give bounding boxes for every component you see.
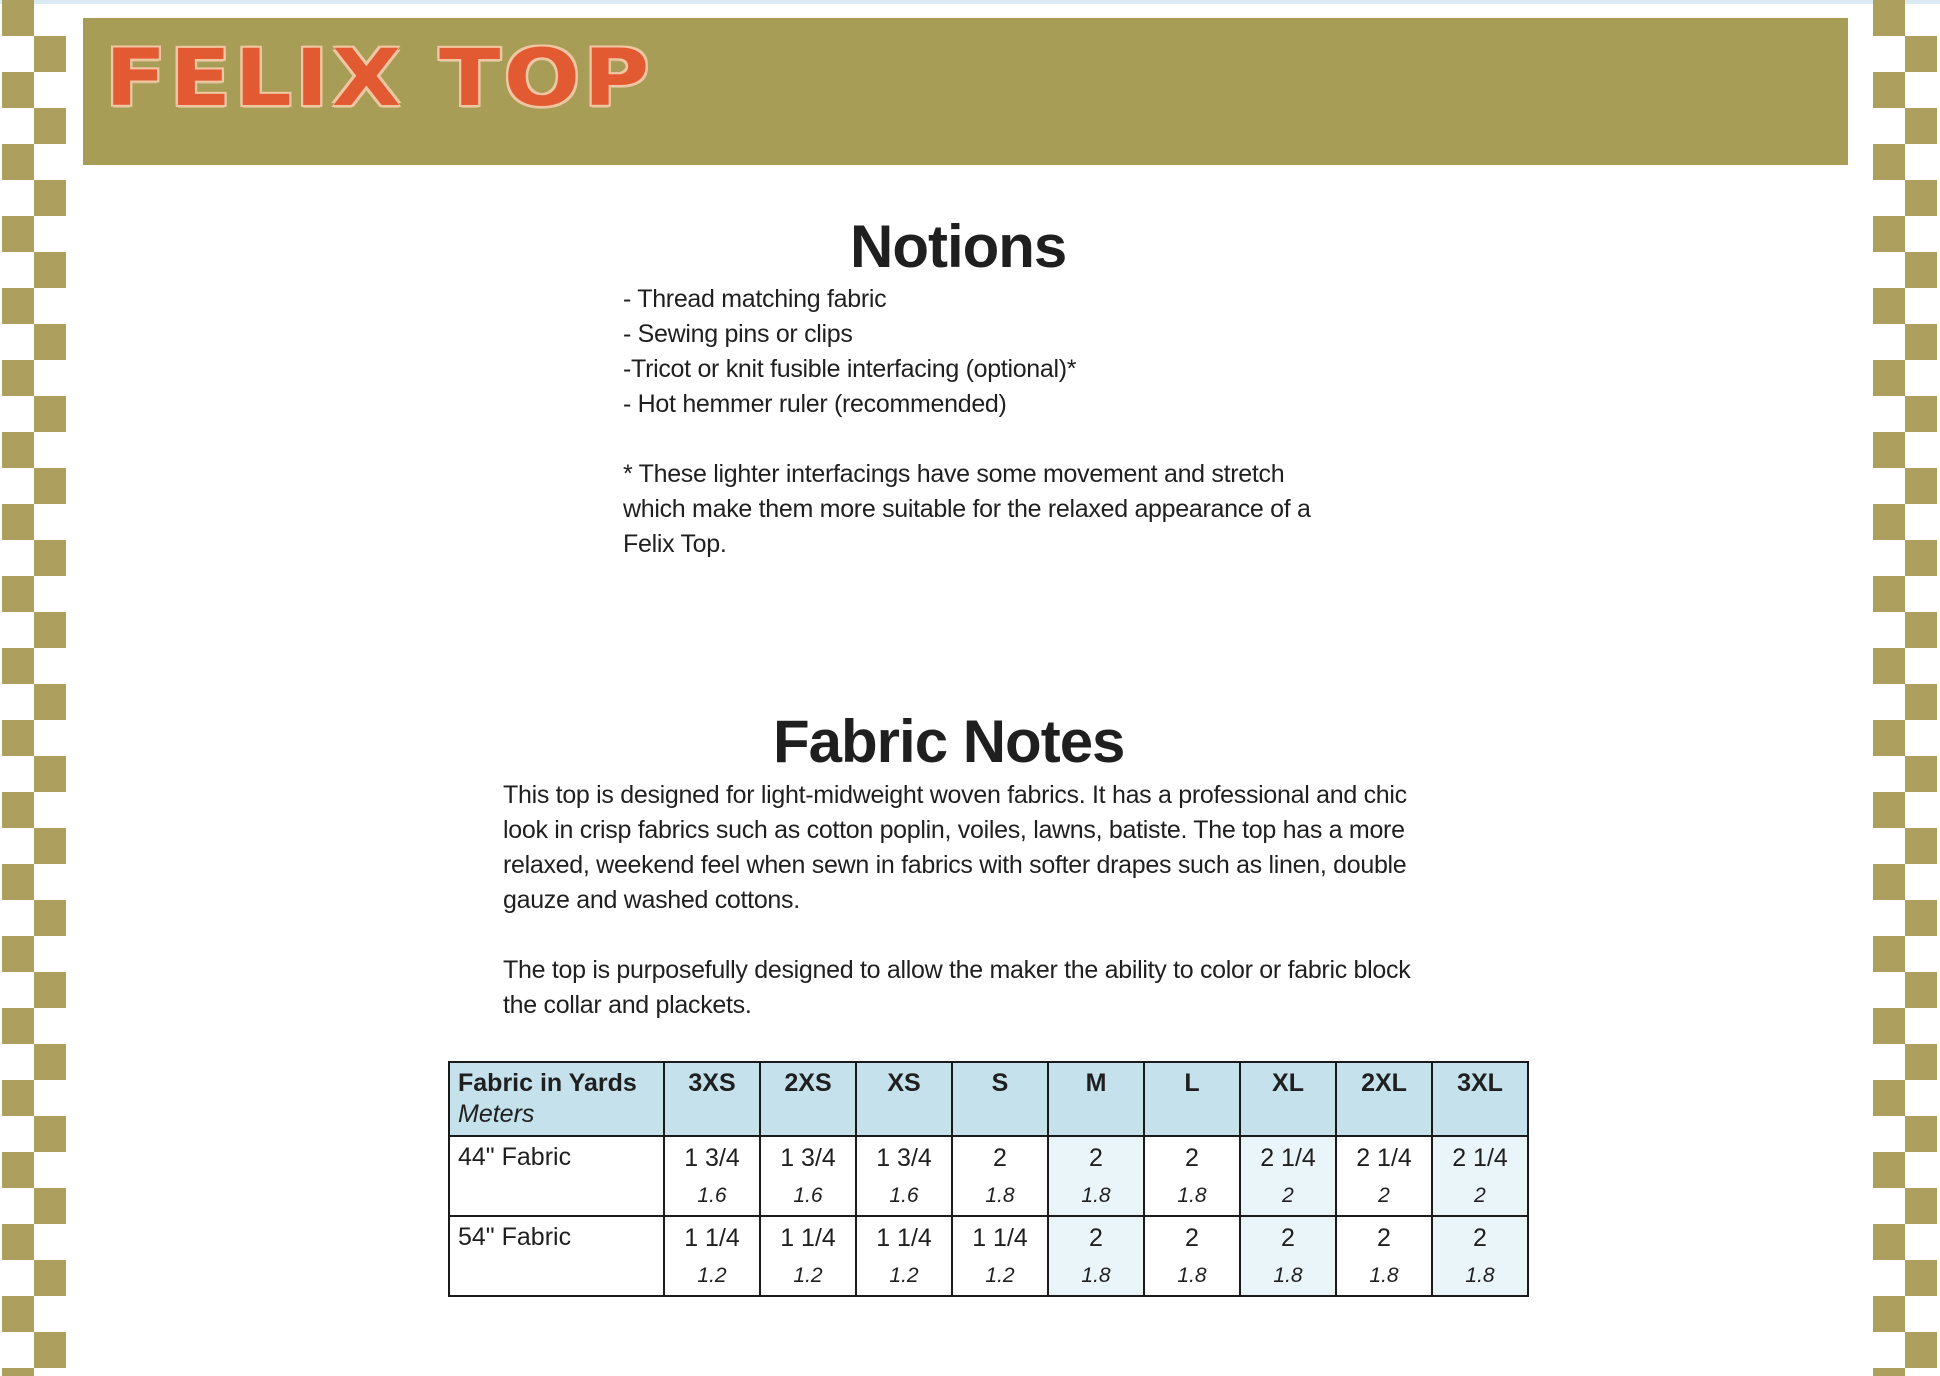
table-cell <box>1336 1136 1432 1216</box>
yards-value: 2 1/4 <box>1260 1144 1316 1172</box>
meters-value: 1.6 <box>793 1184 823 1207</box>
checker-border-left <box>2 0 66 1376</box>
fabric-requirements-table <box>448 1061 1529 1297</box>
size-header: S <box>952 1062 1048 1136</box>
notions-list <box>623 282 1076 422</box>
table-cell <box>1432 1216 1528 1296</box>
table-row <box>449 1216 1528 1296</box>
size-header: M <box>1048 1062 1144 1136</box>
yards-value: 2 1/4 <box>1356 1144 1412 1172</box>
size-header: 3XL <box>1432 1062 1528 1136</box>
yards-value: 2 <box>1185 1144 1199 1172</box>
yards-value: 1 1/4 <box>780 1224 836 1252</box>
meters-value: 1.2 <box>697 1264 727 1287</box>
meters-label: Meters <box>458 1100 535 1128</box>
yards-value: 2 <box>1185 1224 1199 1252</box>
yards-value: 2 <box>1089 1224 1103 1252</box>
table-cell <box>1144 1216 1240 1296</box>
yards-value: 1 3/4 <box>876 1144 932 1172</box>
table-cell <box>952 1216 1048 1296</box>
table-cell <box>1240 1216 1336 1296</box>
table-cell <box>1432 1136 1528 1216</box>
checker-border-right <box>1873 0 1937 1376</box>
meters-value: 1.6 <box>697 1184 727 1207</box>
size-header: XS <box>856 1062 952 1136</box>
meters-value: 1.2 <box>793 1264 823 1287</box>
table-cell <box>1240 1136 1336 1216</box>
meters-value: 2 <box>1282 1184 1294 1207</box>
meters-value: 1.8 <box>1177 1184 1207 1207</box>
table-cell <box>760 1216 856 1296</box>
meters-value: 2 <box>1378 1184 1390 1207</box>
notions-item: -Tricot or knit fusible interfacing (optional)* <box>623 355 1077 383</box>
table-cell <box>856 1216 952 1296</box>
fabric-notes-paragraph: This top is designed for light-midweight woven fabrics. It has a professional and chic look in crisp fabrics such as cotton poplin, voiles, lawns, batiste. The top has a more relaxed, weekend feel when sewn in fabrics with softer drapes such as linen, double gauze and washed cottons. <box>503 781 1407 914</box>
table-cell <box>1336 1216 1432 1296</box>
yards-value: 2 <box>1281 1224 1295 1252</box>
size-header: 2XS <box>760 1062 856 1136</box>
top-edge <box>0 0 1940 4</box>
fabric-notes-paragraph: The top is purposefully designed to allow the maker the ability to color or fabric block the collar and plackets. <box>503 956 1411 1019</box>
table-cell <box>760 1136 856 1216</box>
table-cell <box>856 1136 952 1216</box>
yards-value: 2 <box>1473 1224 1487 1252</box>
size-header: 3XS <box>664 1062 760 1136</box>
felix-top-logo: FELIX TOP <box>105 34 653 124</box>
yards-value: 2 <box>1089 1144 1103 1172</box>
meters-value: 1.8 <box>1081 1184 1111 1207</box>
meters-value: 1.8 <box>1369 1264 1399 1287</box>
fabric-notes-title: Fabric Notes <box>773 708 1125 775</box>
notions-item: - Hot hemmer ruler (recommended) <box>623 390 1007 418</box>
yards-value: 1 3/4 <box>684 1144 740 1172</box>
meters-value: 1.8 <box>1177 1264 1207 1287</box>
table-cell <box>664 1216 760 1296</box>
table-row <box>449 1136 1528 1216</box>
table-header-row <box>449 1062 1528 1136</box>
meters-value: 1.6 <box>889 1184 919 1207</box>
table-header-label <box>449 1062 664 1136</box>
meters-value: 2 <box>1474 1184 1486 1207</box>
size-header: 2XL <box>1336 1062 1432 1136</box>
notions-title: Notions <box>850 213 1067 280</box>
meters-value: 1.8 <box>985 1184 1015 1207</box>
yards-value: 1 1/4 <box>684 1224 740 1252</box>
yards-value: 1 1/4 <box>972 1224 1028 1252</box>
notions-item: - Thread matching fabric <box>623 285 887 313</box>
table-cell <box>1048 1136 1144 1216</box>
yards-value: 2 1/4 <box>1452 1144 1508 1172</box>
yards-value: 2 <box>1377 1224 1391 1252</box>
table-cell <box>952 1136 1048 1216</box>
meters-value: 1.8 <box>1273 1264 1303 1287</box>
size-header: XL <box>1240 1062 1336 1136</box>
table-cell <box>1144 1136 1240 1216</box>
meters-value: 1.8 <box>1465 1264 1495 1287</box>
meters-value: 1.2 <box>889 1264 919 1287</box>
table-cell <box>1048 1216 1144 1296</box>
row-label: 54" Fabric <box>449 1216 664 1296</box>
notions-item: - Sewing pins or clips <box>623 320 853 348</box>
header-banner <box>83 18 1848 165</box>
fabric-in-yards-label: Fabric in Yards <box>458 1069 637 1097</box>
size-header: L <box>1144 1062 1240 1136</box>
yards-value: 2 <box>993 1144 1007 1172</box>
yards-value: 1 3/4 <box>780 1144 836 1172</box>
yards-value: 1 1/4 <box>876 1224 932 1252</box>
meters-value: 1.2 <box>985 1264 1015 1287</box>
row-label: 44" Fabric <box>449 1136 664 1216</box>
notions-footnote: * These lighter interfacings have some movement and stretch which make them more suitable for the relaxed appearance of a Felix Top. <box>623 460 1311 558</box>
meters-value: 1.8 <box>1081 1264 1111 1287</box>
table-cell <box>664 1136 760 1216</box>
